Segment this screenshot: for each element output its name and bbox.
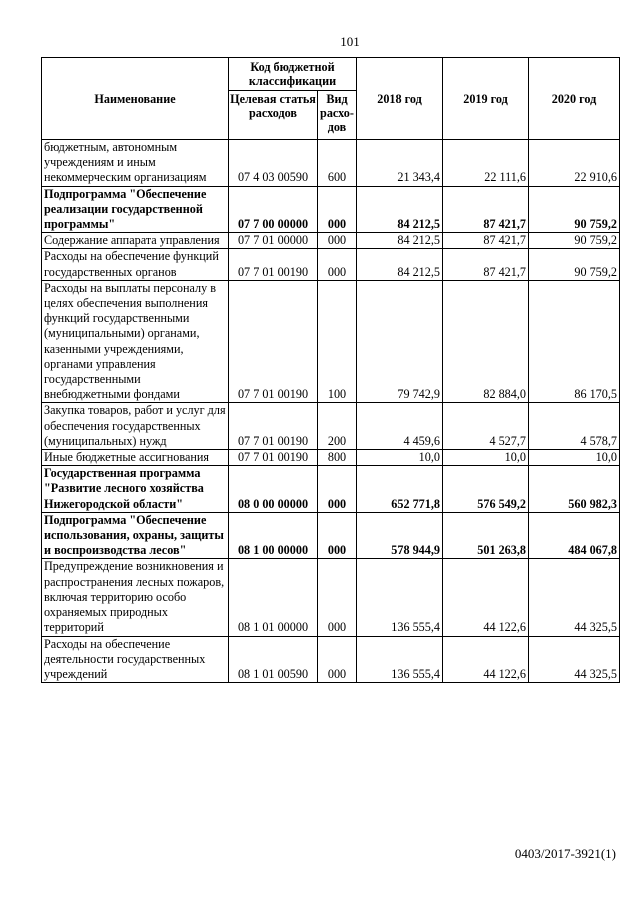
cell-2018: 21 343,4 <box>357 140 443 187</box>
cell-name: Содержание аппарата управления <box>42 233 229 249</box>
cell-name: Иные бюджетные ассигнования <box>42 450 229 466</box>
table-row <box>42 512 620 559</box>
cell-expense-kind: 000 <box>318 466 357 513</box>
cell-name: Предупреждение возникновения и распространения лесных пожаров, включая территорию особо охраняемых природных территорий <box>42 559 229 636</box>
cell-target-article: 08 1 01 00590 <box>229 636 318 683</box>
cell-2020: 560 982,3 <box>529 466 620 513</box>
header-name: Наименование <box>42 58 229 140</box>
table-row <box>42 280 620 403</box>
header-target-article: Целевая статья расходов <box>229 91 318 140</box>
table-row <box>42 636 620 683</box>
cell-target-article: 07 7 01 00190 <box>229 403 318 450</box>
cell-2019: 576 549,2 <box>443 466 529 513</box>
cell-2020: 44 325,5 <box>529 636 620 683</box>
cell-2018: 79 742,9 <box>357 280 443 403</box>
header-expense-kind: Вид расхо-дов <box>318 91 357 140</box>
table-body <box>42 140 620 683</box>
cell-2019: 4 527,7 <box>443 403 529 450</box>
cell-expense-kind: 800 <box>318 450 357 466</box>
cell-target-article: 07 7 01 00190 <box>229 249 318 280</box>
cell-2020: 86 170,5 <box>529 280 620 403</box>
cell-2020: 44 325,5 <box>529 559 620 636</box>
header-2019: 2019 год <box>443 58 529 140</box>
cell-expense-kind: 000 <box>318 233 357 249</box>
cell-expense-kind: 000 <box>318 249 357 280</box>
table-row <box>42 186 620 233</box>
cell-2018: 84 212,5 <box>357 186 443 233</box>
cell-2019: 82 884,0 <box>443 280 529 403</box>
cell-name: бюджетным, автономным учреждениям и иным некоммерческим организациям <box>42 140 229 187</box>
cell-name: Расходы на обеспечение деятельности государственных учреждений <box>42 636 229 683</box>
budget-table <box>41 57 620 683</box>
cell-expense-kind: 000 <box>318 186 357 233</box>
cell-2019: 501 263,8 <box>443 512 529 559</box>
table-row <box>42 140 620 187</box>
table-row <box>42 466 620 513</box>
cell-2018: 578 944,9 <box>357 512 443 559</box>
cell-target-article: 07 4 03 00590 <box>229 140 318 187</box>
cell-name: Государственная программа "Развитие лесного хозяйства Нижегородской области" <box>42 466 229 513</box>
table-row <box>42 403 620 450</box>
cell-2018: 4 459,6 <box>357 403 443 450</box>
cell-expense-kind: 000 <box>318 512 357 559</box>
cell-2019: 22 111,6 <box>443 140 529 187</box>
cell-target-article: 07 7 00 00000 <box>229 186 318 233</box>
cell-2020: 10,0 <box>529 450 620 466</box>
table-row <box>42 450 620 466</box>
cell-expense-kind: 200 <box>318 403 357 450</box>
cell-expense-kind: 100 <box>318 280 357 403</box>
cell-2020: 90 759,2 <box>529 249 620 280</box>
cell-name: Подпрограмма "Обеспечение использования, охраны, защиты и воспроизводства лесов" <box>42 512 229 559</box>
cell-expense-kind: 000 <box>318 636 357 683</box>
cell-2020: 90 759,2 <box>529 186 620 233</box>
cell-target-article: 07 7 01 00000 <box>229 233 318 249</box>
table-row <box>42 233 620 249</box>
table-row <box>42 249 620 280</box>
table-row <box>42 559 620 636</box>
cell-2019: 44 122,6 <box>443 559 529 636</box>
cell-2019: 87 421,7 <box>443 186 529 233</box>
cell-name: Закупка товаров, работ и услуг для обеспечения государственных (муниципальных) нужд <box>42 403 229 450</box>
document-code: 0403/2017-3921(1) <box>514 846 616 861</box>
header-2018: 2018 год <box>357 58 443 140</box>
cell-2018: 136 555,4 <box>357 636 443 683</box>
cell-2019: 44 122,6 <box>443 636 529 683</box>
header-2020: 2020 год <box>529 58 620 140</box>
cell-2020: 4 578,7 <box>529 403 620 450</box>
cell-name: Подпрограмма "Обеспечение реализации государственной программы" <box>42 186 229 233</box>
cell-target-article: 08 1 00 00000 <box>229 512 318 559</box>
cell-target-article: 08 0 00 00000 <box>229 466 318 513</box>
cell-2020: 90 759,2 <box>529 233 620 249</box>
cell-name: Расходы на обеспечение функций государственных органов <box>42 249 229 280</box>
cell-target-article: 07 7 01 00190 <box>229 280 318 403</box>
cell-2020: 484 067,8 <box>529 512 620 559</box>
cell-2018: 10,0 <box>357 450 443 466</box>
cell-2018: 652 771,8 <box>357 466 443 513</box>
cell-2020: 22 910,6 <box>529 140 620 187</box>
cell-2019: 10,0 <box>443 450 529 466</box>
cell-expense-kind: 000 <box>318 559 357 636</box>
cell-2019: 87 421,7 <box>443 249 529 280</box>
cell-target-article: 07 7 01 00190 <box>229 450 318 466</box>
cell-2018: 84 212,5 <box>357 233 443 249</box>
cell-expense-kind: 600 <box>318 140 357 187</box>
cell-2018: 84 212,5 <box>357 249 443 280</box>
page-number: 101 <box>340 34 360 49</box>
header-code-group: Код бюджетной классификации <box>229 58 357 91</box>
cell-2018: 136 555,4 <box>357 559 443 636</box>
cell-2019: 87 421,7 <box>443 233 529 249</box>
cell-name: Расходы на выплаты персоналу в целях обеспечения выполнения функций государственными (муниципальными) органами, казенными учреждениями, органами управления государственными внебюджетными фондами <box>42 280 229 403</box>
cell-target-article: 08 1 01 00000 <box>229 559 318 636</box>
